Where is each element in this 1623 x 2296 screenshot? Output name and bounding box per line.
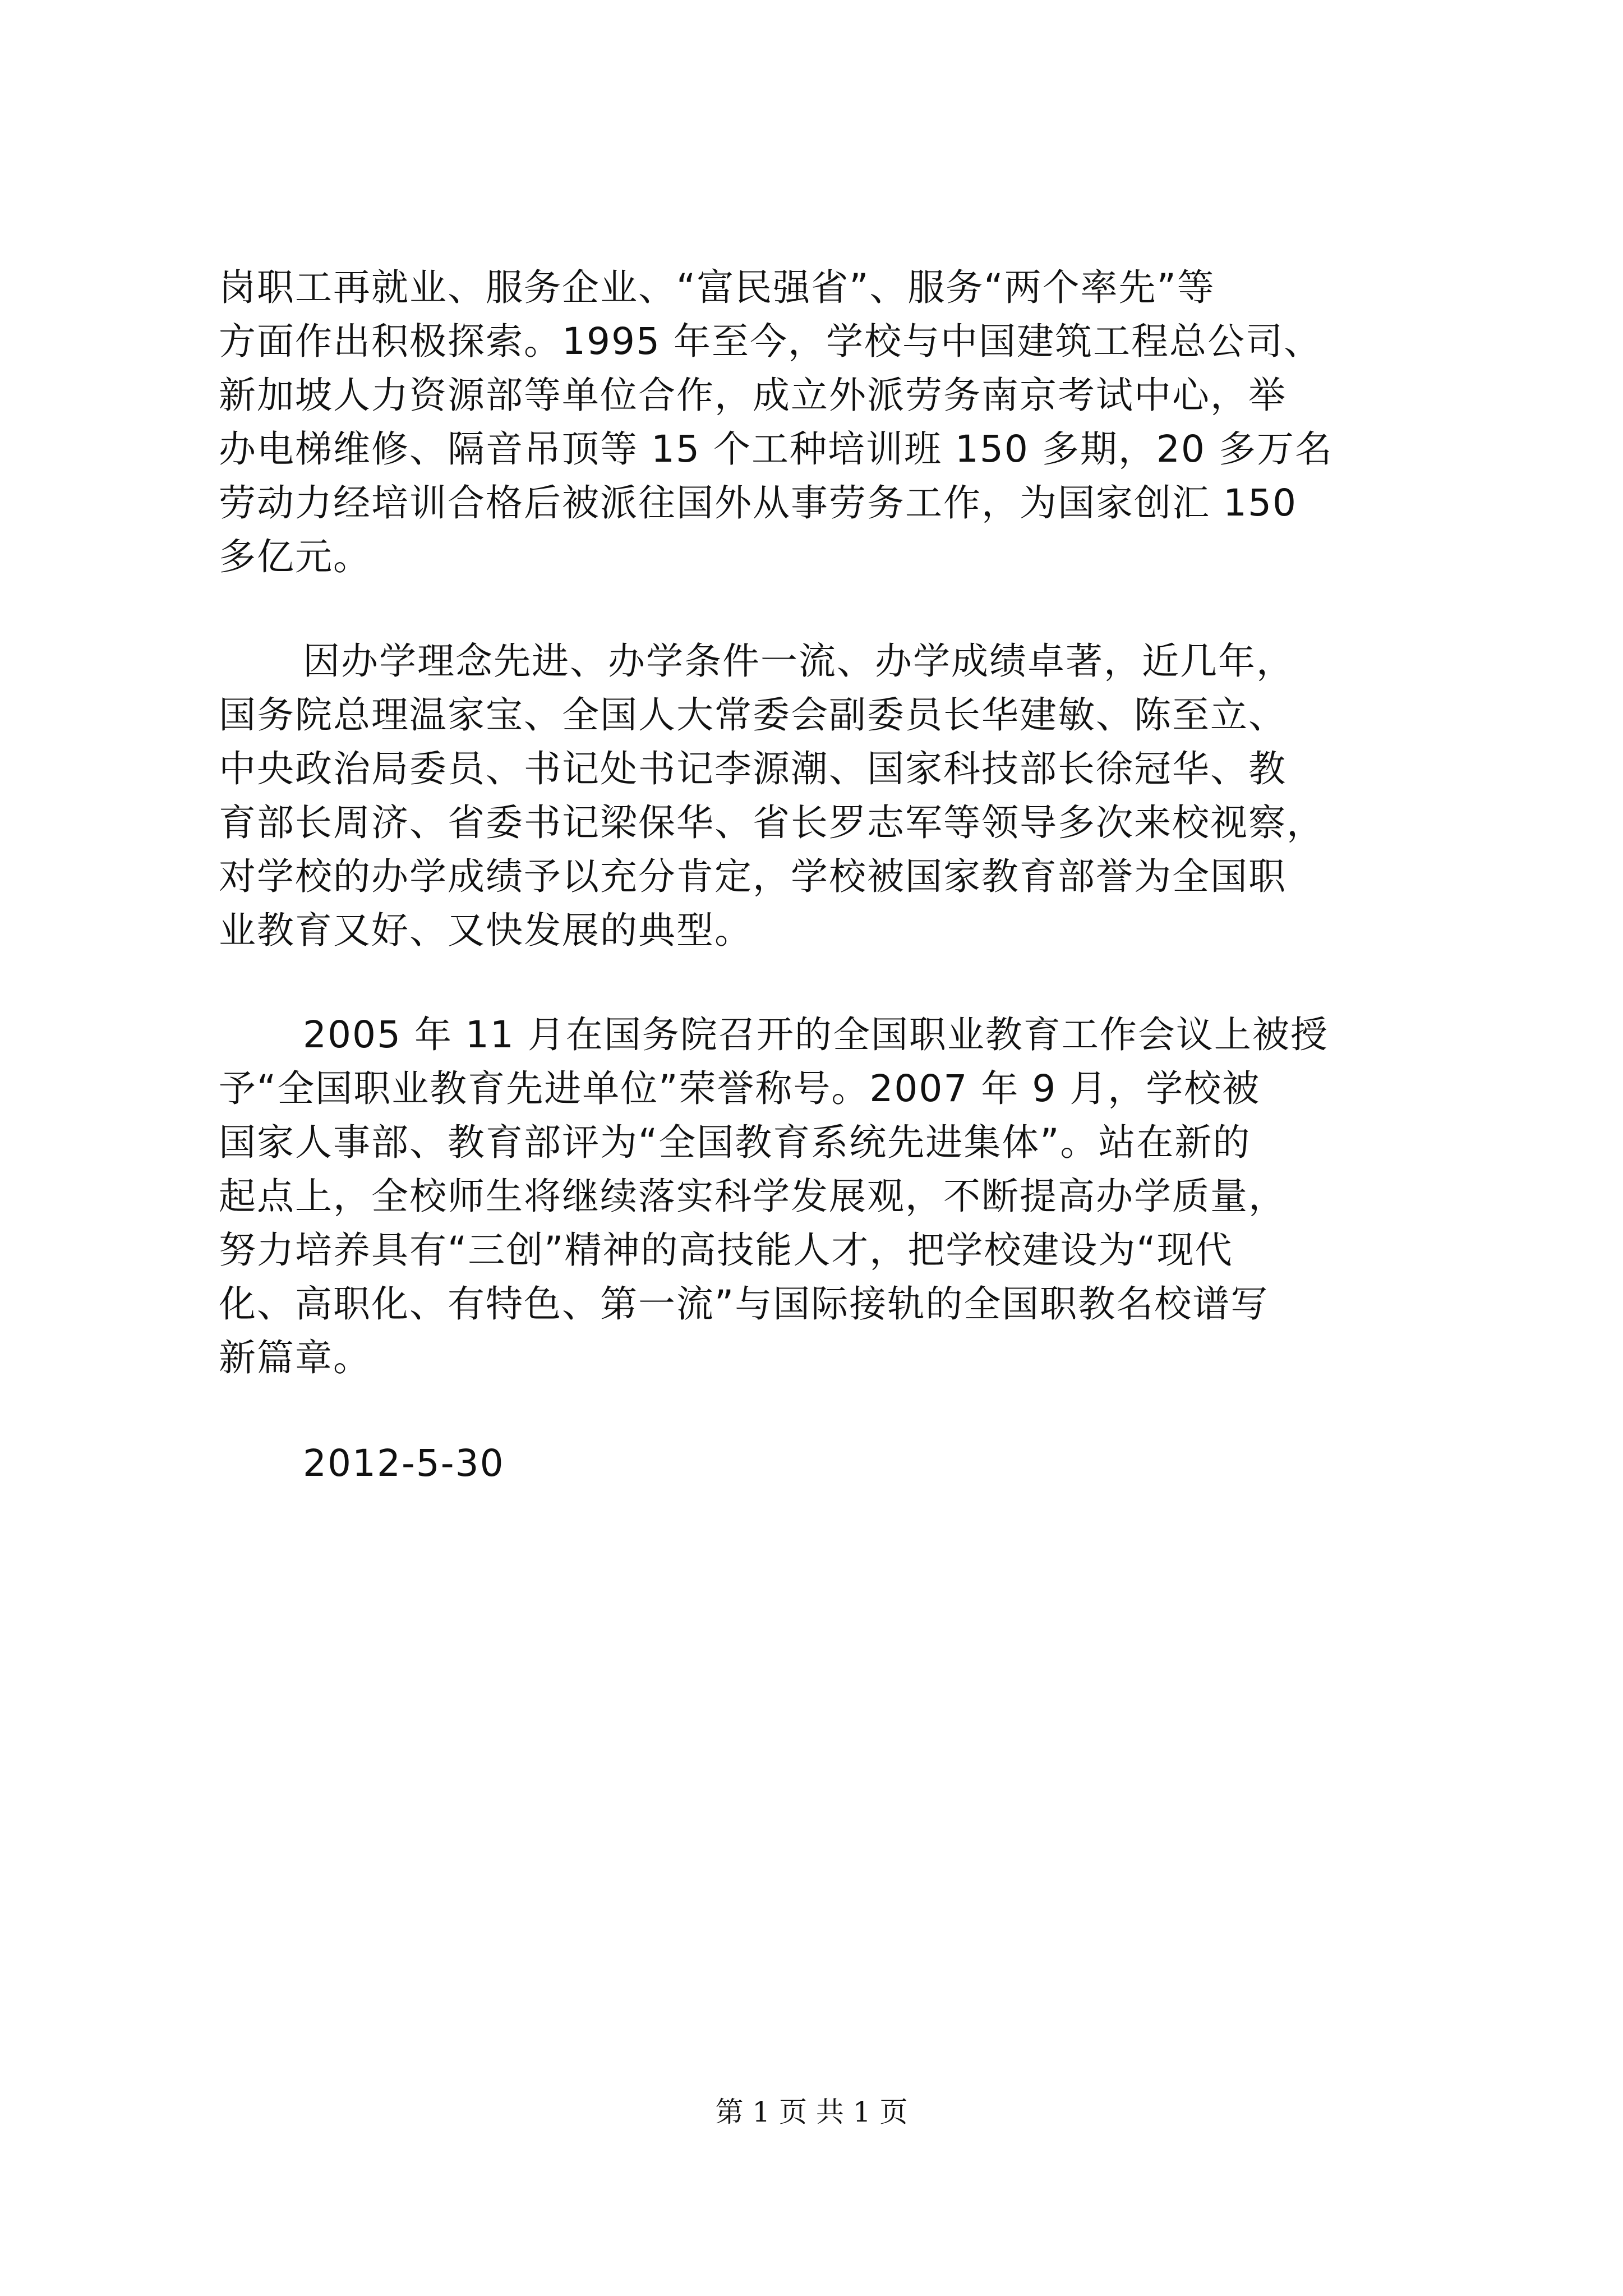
paragraph-line: 新加坡人力资源部等单位合作，成立外派劳务南京考试中心，举 <box>219 374 1287 417</box>
document-date: 2012-5-30 <box>303 1442 505 1485</box>
document-body <box>219 261 1419 1490</box>
page-footer <box>0 2095 1623 2129</box>
paragraph-spacer <box>219 584 1419 634</box>
paragraph-line: 予“全国职业教育先进单位”荣誉称号。2007 年 9 月，学校被 <box>219 1067 1261 1110</box>
paragraph-line: 新篇章。 <box>219 1336 371 1379</box>
paragraph-line: 因办学理念先进、办学条件一流、办学成绩卓著，近几年， <box>303 639 1294 683</box>
paragraph-line: 办电梯维修、隔音吊顶等 15 个工种培训班 150 多期，20 多万名 <box>219 427 1333 471</box>
paragraph-spacer <box>219 958 1419 1008</box>
paragraph-line: 努力培养具有“三创”精神的高技能人才，把学校建设为“现代 <box>219 1228 1233 1272</box>
paragraph-2 <box>219 634 1419 958</box>
paragraph-line: 国务院总理温家宝、全国人大常委会副委员长华建敏、陈至立、 <box>219 693 1287 737</box>
paragraph-line: 2005 年 11 月在国务院召开的全国职业教育工作会议上被授 <box>303 1013 1329 1056</box>
paragraph-line: 岗职工再就业、服务企业、“富民强省”、服务“两个率先”等 <box>219 266 1215 309</box>
paragraph-line: 化、高职化、有特色、第一流”与国际接轨的全国职教名校谱写 <box>219 1282 1269 1326</box>
paragraph-line: 多亿元。 <box>219 535 371 578</box>
paragraph-line: 方面作出积极探索。1995 年至今，学校与中国建筑工程总公司、 <box>219 320 1322 363</box>
paragraph-line: 业教育又好、又快发展的典型。 <box>219 909 753 952</box>
paragraph-line: 中央政治局委员、书记处书记李源潮、国家科技部长徐冠华、教 <box>219 747 1287 790</box>
paragraph-line: 对学校的办学成绩予以充分肯定，学校被国家教育部誉为全国职 <box>219 855 1287 898</box>
paragraph-line: 起点上，全校师生将继续落实科学发展观，不断提高办学质量， <box>219 1175 1287 1218</box>
paragraph-1 <box>219 261 1419 584</box>
paragraph-3 <box>219 1008 1419 1385</box>
page-number-label: 第 1 页 共 1 页 <box>715 2096 908 2128</box>
paragraph-line: 育部长周济、省委书记梁保华、省长罗志军等领导多次来校视察， <box>219 801 1325 844</box>
paragraph-line: 国家人事部、教育部评为“全国教育系统先进集体”。站在新的 <box>219 1121 1251 1164</box>
date-spacer <box>219 1385 1419 1437</box>
paragraph-line: 劳动力经培训合格后被派往国外从事劳务工作，为国家创汇 150 <box>219 481 1297 524</box>
